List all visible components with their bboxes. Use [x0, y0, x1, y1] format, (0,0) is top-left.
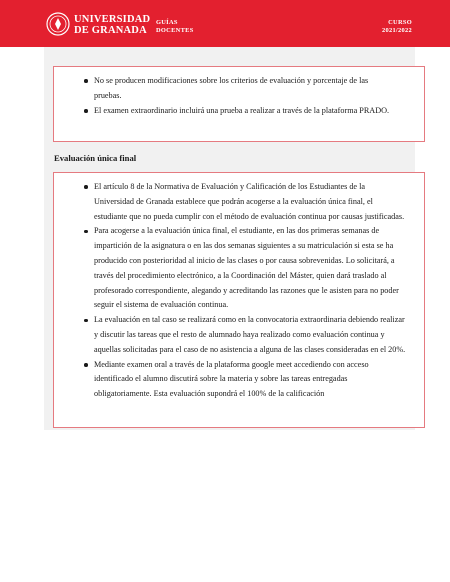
course-label	[382, 19, 412, 35]
course-line1: CURSO	[388, 19, 412, 26]
list-item-text: Mediante examen oral a través de la plataforma google meet accediendo con acceso identificado el alumno discutirá sobre la materia y sobre las tareas entregadas obligatoriamente. Esta evaluación supondrá el 100% de la calificación	[94, 359, 369, 399]
university-line1: UNIVERSIDAD	[74, 14, 151, 25]
list-item	[84, 313, 406, 357]
list-item	[84, 224, 406, 313]
list-item	[84, 358, 406, 402]
list-item-text: El artículo 8 de la Normativa de Evaluación y Calificación de los Estudiantes de la Universidad de Granada establece que podrán acogerse a la evaluación única final, el estudiante que no pueda cumplir con el método de evaluación continua por causas justificadas.	[94, 182, 405, 221]
university-line2: DE GRANADA	[74, 25, 147, 36]
criteria-list	[84, 74, 396, 118]
bullet-icon	[84, 319, 88, 323]
final-evaluation-list	[84, 180, 406, 402]
bullet-icon	[84, 79, 88, 83]
list-item-text: Para acogerse a la evaluación única final, el estudiante, en las dos primeras semanas de impartición de la asignatura o en las dos semanas siguientes a su matriculación si esta se ha producido con posterioridad al inicio de las clases o por causa sobrevenidas. Lo solicitará, a través del procedimiento electrónico, a la Coordinación del Máster, quien dará traslado al profesorado correspondiente, alegando y acreditando las razones que le asisten para no poder seguir el sistema de evaluación continua.	[94, 226, 399, 310]
bullet-icon	[84, 185, 88, 189]
page-header	[0, 0, 450, 47]
list-item-text: El examen extraordinario incluirá una prueba a realizar a través de la plataforma PRADO.	[94, 105, 390, 115]
guide-line1: GUÍAS	[156, 19, 178, 26]
university-seal-icon	[46, 12, 70, 36]
guide-label	[156, 19, 194, 35]
list-item	[84, 74, 396, 104]
list-item-text: No se producen modificaciones sobre los criterios de evaluación y porcentaje de las pruebas.	[94, 76, 369, 100]
list-item-text: La evaluación en tal caso se realizará como en la convocatoria extraordinaria debiendo realizar y discutir las tareas que el resto de alumnado haya realizado como evaluación continua y aquellas solicitadas para el caso de no asistencia a alguna de las clases consideradas en el 20%.	[94, 315, 406, 354]
university-logo	[46, 12, 151, 38]
list-item	[84, 104, 396, 119]
university-name	[74, 14, 150, 36]
section-title: Evaluación única final	[54, 153, 137, 163]
bullet-icon	[84, 230, 88, 234]
bullet-icon	[84, 109, 88, 113]
bullet-icon	[84, 363, 88, 367]
course-line2: 2021/2022	[381, 27, 412, 34]
list-item	[84, 180, 406, 224]
guide-line2: DOCENTES	[156, 27, 194, 34]
